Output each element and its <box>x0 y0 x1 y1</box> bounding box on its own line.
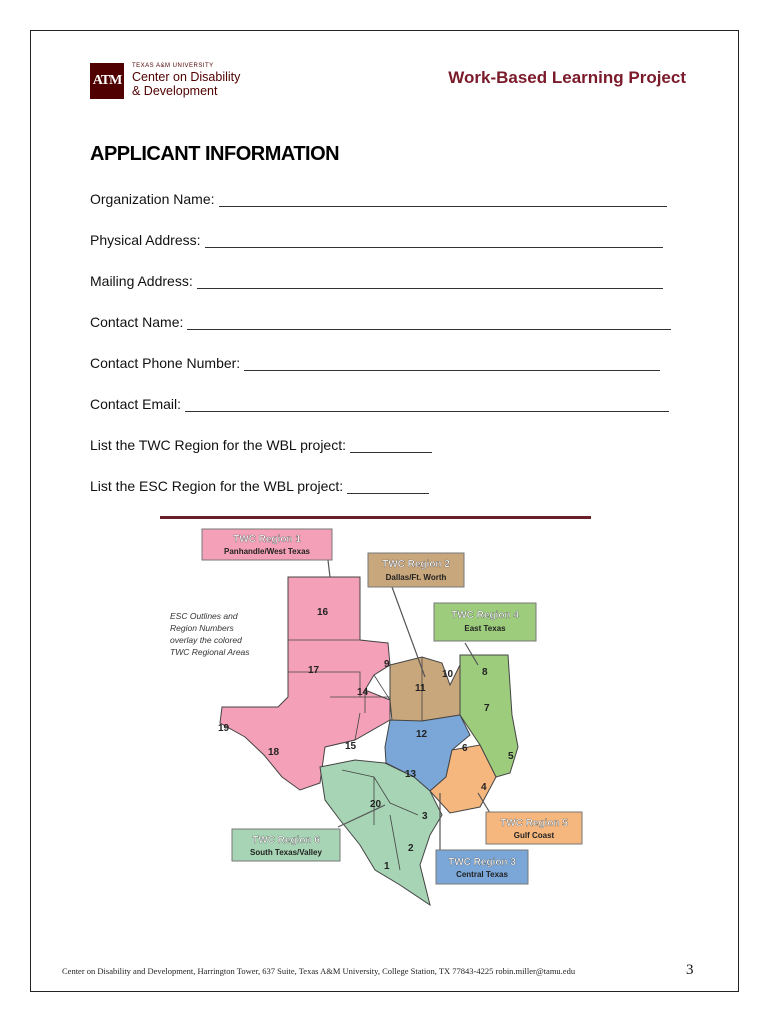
esc-number: 19 <box>218 723 230 734</box>
physical-address-line[interactable] <box>205 233 663 248</box>
atm-logo-mark: ATM <box>90 63 124 99</box>
contact-phone-line[interactable] <box>244 356 660 371</box>
texas-region-map <box>160 515 592 910</box>
organization-name-field[interactable] <box>90 191 667 207</box>
esc-number: 16 <box>317 607 329 618</box>
esc-number: 5 <box>508 751 514 762</box>
esc-number: 1 <box>384 861 390 872</box>
twc-region-6-callout <box>232 829 340 861</box>
physical-address-field[interactable] <box>90 232 663 248</box>
esc-number: 11 <box>415 683 426 694</box>
field-label: Contact Phone Number: <box>90 355 241 371</box>
callout-title: TWC Region 6 <box>252 835 320 846</box>
esc-number: 20 <box>370 799 382 810</box>
twc-region-field[interactable] <box>90 437 432 453</box>
twc-region-5-callout <box>486 812 582 844</box>
twc-region-1-area <box>220 577 390 790</box>
esc-number: 6 <box>462 743 468 754</box>
organization-name-line[interactable] <box>219 192 667 207</box>
map-note-line: TWC Regional Areas <box>170 647 250 657</box>
twc-region-line[interactable] <box>350 438 432 453</box>
esc-number: 4 <box>481 782 487 793</box>
esc-region-field[interactable] <box>90 478 429 494</box>
esc-number: 15 <box>345 741 357 752</box>
twc-region-3-callout <box>436 850 528 884</box>
map-note-line: overlay the colored <box>170 635 242 645</box>
esc-number: 17 <box>308 665 320 676</box>
field-label: Physical Address: <box>90 232 201 248</box>
mailing-address-line[interactable] <box>197 274 663 289</box>
esc-number: 10 <box>442 669 454 680</box>
twc-region-2-callout <box>368 553 464 587</box>
callout-subtitle: Dallas/Ft. Worth <box>385 573 447 582</box>
esc-number: 18 <box>268 747 280 758</box>
field-label: List the ESC Region for the WBL project: <box>90 478 344 494</box>
university-name: TEXAS A&M UNIVERSITY <box>132 63 214 69</box>
callout-title: TWC Region 2 <box>382 559 450 570</box>
esc-region-line[interactable] <box>347 479 429 494</box>
esc-number: 12 <box>416 729 428 740</box>
contact-email-field[interactable] <box>90 396 669 412</box>
esc-number: 8 <box>482 667 488 678</box>
field-label: Organization Name: <box>90 191 215 207</box>
esc-number: 2 <box>408 843 414 854</box>
logo-text <box>132 63 240 99</box>
esc-number: 14 <box>357 687 369 698</box>
page-number: 3 <box>686 962 694 978</box>
callout-title: TWC Region 5 <box>500 818 568 829</box>
callout-subtitle: East Texas <box>464 624 506 633</box>
callout-title: TWC Region 4 <box>451 610 519 621</box>
contact-email-line[interactable] <box>185 397 669 412</box>
twc-region-1-callout <box>202 529 332 560</box>
field-label: Mailing Address: <box>90 273 193 289</box>
contact-phone-field[interactable] <box>90 355 660 371</box>
callout-title: TWC Region 3 <box>448 857 516 868</box>
field-label: Contact Name: <box>90 314 184 330</box>
callout-subtitle: Panhandle/West Texas <box>224 547 310 556</box>
project-title: Work-Based Learning Project <box>448 68 686 87</box>
esc-number: 9 <box>384 659 390 670</box>
callout-subtitle: Central Texas <box>456 870 508 879</box>
callout-title: TWC Region 1 <box>233 534 301 545</box>
field-label: Contact Email: <box>90 396 182 412</box>
esc-number: 13 <box>405 769 417 780</box>
esc-number: 7 <box>484 703 490 714</box>
contact-name-line[interactable] <box>187 315 671 330</box>
mailing-address-field[interactable] <box>90 273 663 289</box>
tamu-logo <box>90 63 240 99</box>
org-name-line1: Center on Disability <box>132 69 241 84</box>
footer-address: Center on Disability and Development, Harrington Tower, 637 Suite, Texas A&M University, College Station, TX 77843-4225 robin.miller@tamu.edu <box>62 966 576 976</box>
twc-region-4-callout <box>434 603 536 641</box>
callout-subtitle: Gulf Coast <box>513 831 555 840</box>
section-heading: APPLICANT INFORMATION <box>90 143 340 165</box>
org-name-line2: & Development <box>132 84 218 99</box>
map-note-line: ESC Outlines and <box>170 611 238 621</box>
map-note-line: Region Numbers <box>170 623 234 633</box>
field-label: List the TWC Region for the WBL project: <box>90 437 346 453</box>
callout-subtitle: South Texas/Valley <box>250 848 322 857</box>
esc-number: 3 <box>422 811 428 822</box>
contact-name-field[interactable] <box>90 314 671 330</box>
